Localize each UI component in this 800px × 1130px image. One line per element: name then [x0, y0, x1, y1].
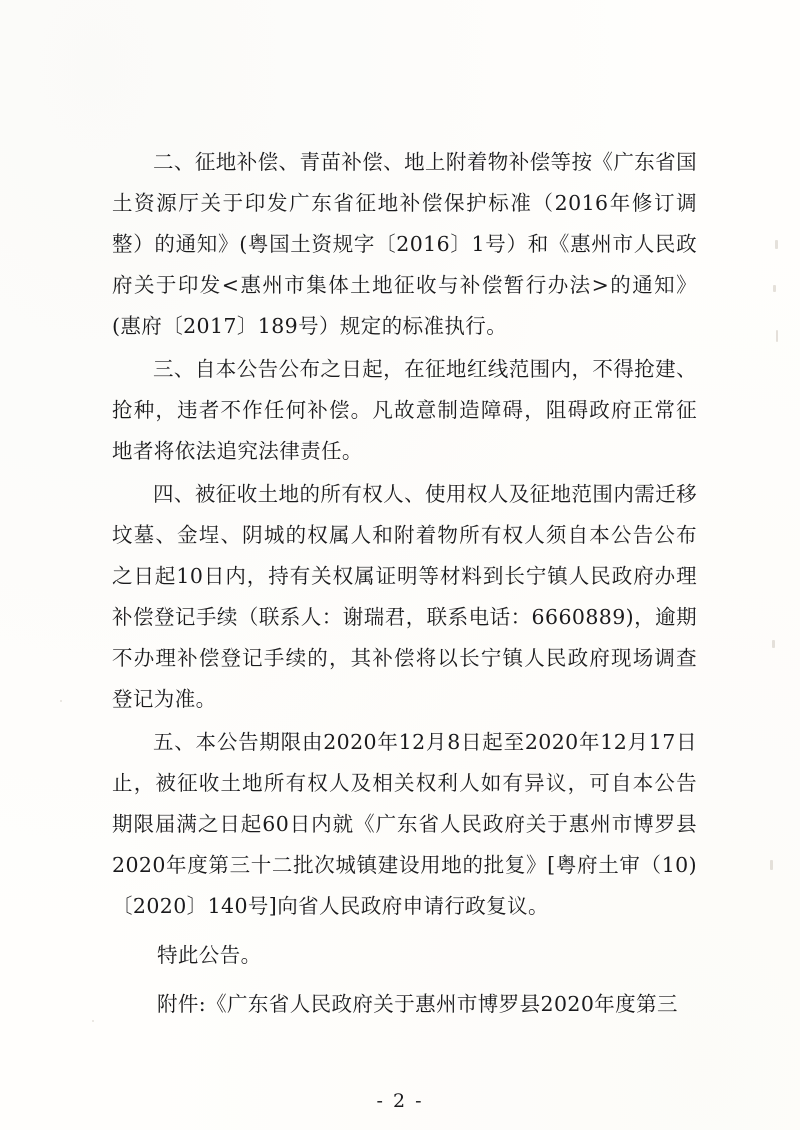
paragraph-closing: 特此公告。: [157, 943, 262, 967]
document-body: [112, 142, 697, 1027]
paragraph-attachment: 附件:《广东省人民政府关于惠州市博罗县2020年度第三: [157, 992, 678, 1016]
scan-speck: [60, 700, 62, 702]
scan-speck: [773, 285, 776, 292]
scan-speck: [770, 860, 773, 870]
scan-speck: [775, 240, 778, 249]
page-number: - 2 -: [376, 1090, 424, 1112]
paragraph-clause-three: 三、自本公告公布之日起，在征地红线范围内，不得抢建、抢种，违者不作任何补偿。凡故意制造障碍，阻碍政府正常征地者将依法追究法律责任。: [112, 357, 697, 463]
paragraph-clause-five: 五、本公告期限由2020年12月8日起至2020年12月17日止，被征收土地所有权人及相关权利人如有异议，可自本公告期限届满之日起60日内就《广东省人民政府关于惠州市博罗县2020年度第三十二批次城镇建设用地的批复》[粤府土审（10)〔2020〕140号]向省人民政府申请行政复议。: [112, 730, 697, 918]
scan-speck: [92, 1020, 94, 1022]
paragraph-clause-two: 二、征地补偿、青苗补偿、地上附着物补偿等按《广东省国土资源厅关于印发广东省征地补偿保护标准（2016年修订调整）的通知》(粤国土资规字〔2016〕1号）和《惠州市人民政府关于印发<惠州市集体土地征收与补偿暂行办法>的通知》(惠府〔2017〕189号）规定的标准执行。: [112, 150, 697, 338]
scan-speck: [776, 330, 778, 342]
paragraph-clause-four: 四、被征收土地的所有权人、使用权人及征地范围内需迁移坟墓、金埕、阴城的权属人和附着物所有权人须自本公告公布之日起10日内，持有关权属证明等材料到长宁镇人民政府办理补偿登记手续（联系人：谢瑞君，联系电话：6660889)，逾期不办理补偿登记手续的，其补偿将以长宁镇人民政府现场调查登记为准。: [112, 482, 697, 711]
scan-speck: [772, 640, 775, 648]
